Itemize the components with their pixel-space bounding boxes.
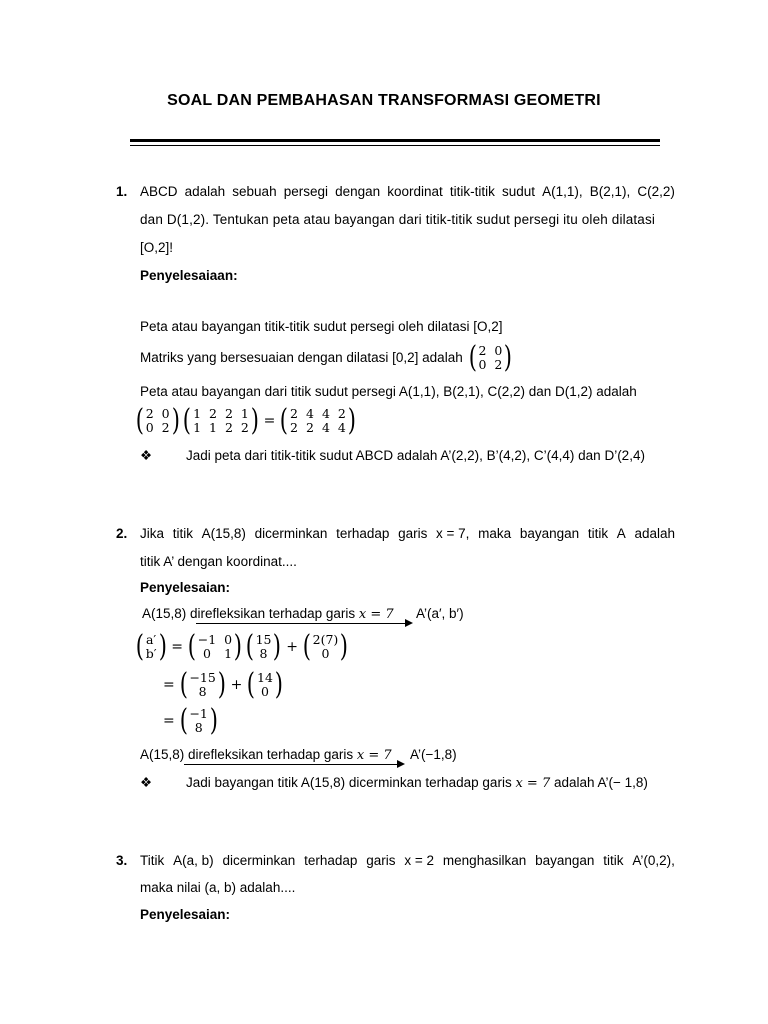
matrix-cell: b′ bbox=[145, 646, 157, 661]
matrix-cell: −15 bbox=[189, 670, 216, 685]
word: A(1,1), bbox=[542, 184, 583, 199]
equals-sign: = bbox=[163, 677, 175, 693]
point-vector: ( 15 8 ) bbox=[245, 629, 282, 664]
q2-equation-2 bbox=[160, 667, 285, 702]
q3-line2: maka nilai (a, b) adalah.... bbox=[140, 880, 296, 895]
word: bayangan bbox=[535, 853, 595, 868]
word: bayangan bbox=[519, 526, 580, 541]
matrix-cell: 4 bbox=[337, 420, 346, 435]
fourteen-vector: ( 14 0 ) bbox=[247, 667, 283, 702]
matrix-cell: 0 bbox=[202, 646, 211, 661]
word: garis bbox=[366, 853, 396, 868]
q2-arrow2-eq: x = 7 bbox=[356, 748, 392, 763]
q2-arrow2-start: A(15,8) bbox=[140, 747, 185, 762]
word: titik bbox=[603, 853, 624, 868]
neg-vector: ( −15 8 ) bbox=[179, 667, 226, 702]
word: dicerminkan bbox=[222, 853, 296, 868]
matrix-cell: 15 bbox=[255, 632, 272, 647]
q2-equation-1 bbox=[134, 629, 350, 664]
q2-arrow-line-1 bbox=[142, 606, 394, 623]
word: A(a, b) bbox=[173, 853, 214, 868]
point-vector-cells bbox=[256, 633, 272, 661]
dilation-matrix-2: ( 2 0 0 2 ) bbox=[135, 403, 180, 438]
q1-step2 bbox=[140, 340, 514, 375]
word: persegi bbox=[283, 184, 328, 199]
q3-number: 3. bbox=[116, 853, 128, 868]
title-rule-thick bbox=[130, 139, 660, 142]
word: koordinat bbox=[387, 184, 443, 199]
plus-sign: + bbox=[286, 639, 298, 655]
shift-vector: ( 2(7) 0 ) bbox=[302, 629, 349, 664]
q2-arrow-line-2 bbox=[140, 747, 392, 764]
image-vector: ( a′ b′ ) bbox=[135, 629, 167, 664]
word: dengan bbox=[335, 184, 381, 199]
q2-line1 bbox=[140, 526, 675, 542]
word: x = 7, bbox=[436, 526, 470, 541]
word: terhadap bbox=[304, 853, 358, 868]
word: menghasilkan bbox=[442, 853, 527, 868]
q2-arrow-result: A’(a′, b′) bbox=[416, 606, 464, 621]
matrix-cell: 0 bbox=[478, 357, 487, 372]
q2-arrow-eq: x = 7 bbox=[358, 607, 394, 622]
matrix-cell: 0 bbox=[260, 684, 269, 699]
final-vector-cells bbox=[189, 707, 207, 735]
word: x = 2 bbox=[404, 853, 435, 868]
result-matrix-cells bbox=[290, 407, 346, 435]
word: A’(0,2), bbox=[632, 853, 675, 868]
q3-line1 bbox=[140, 853, 675, 869]
matrix-cell: 2 bbox=[337, 406, 346, 421]
word: maka bbox=[478, 526, 512, 541]
q1-solution-label: Penyelesaiaan: bbox=[140, 268, 238, 283]
matrix-cell: 1 bbox=[193, 420, 202, 435]
matrix-cell: 2(7) bbox=[312, 632, 339, 647]
matrix-cell: 14 bbox=[257, 670, 273, 685]
word: titik bbox=[172, 526, 193, 541]
matrix-cell: 8 bbox=[194, 720, 203, 735]
q2-arrow-text: direfleksikan terhadap garis bbox=[190, 606, 356, 621]
word: A(15,8) bbox=[201, 526, 246, 541]
matrix-cell: 2 bbox=[224, 420, 233, 435]
neg-vector-cells bbox=[189, 671, 215, 699]
q2-conclusion bbox=[186, 775, 648, 792]
word: Jika bbox=[140, 526, 165, 541]
shift-vector-cells bbox=[313, 633, 339, 661]
reflection-matrix-cells bbox=[198, 633, 232, 661]
matrix-cell: 0 bbox=[321, 646, 330, 661]
q2-arrow-start: A(15,8) bbox=[142, 606, 187, 621]
matrix-cell: 2 bbox=[209, 406, 217, 421]
matrix-cell: 2 bbox=[306, 420, 314, 435]
q2-solution-label: Penyelesaian: bbox=[140, 580, 231, 595]
matrix-cell: 1 bbox=[224, 646, 233, 661]
arrow-head-2 bbox=[397, 760, 405, 768]
q2-arrow2-text: direfleksikan terhadap garis bbox=[188, 747, 354, 762]
q1-bullet: ❖ bbox=[140, 448, 153, 463]
word: B(2,1), bbox=[589, 184, 631, 199]
matrix-cell: 8 bbox=[198, 684, 207, 699]
matrix-cell: 2 bbox=[224, 406, 233, 421]
matrix-cell: 4 bbox=[321, 406, 330, 421]
matrix-cell: −1 bbox=[189, 706, 208, 721]
matrix-cell: 2 bbox=[494, 357, 503, 372]
points-matrix: ( 1 2 2 1 1 1 2 2 ) bbox=[183, 403, 259, 438]
matrix-cell: 2 bbox=[240, 420, 249, 435]
matrix-cell: 2 bbox=[290, 406, 298, 421]
arrow-head-1 bbox=[405, 619, 413, 627]
q1-line3: [O,2]! bbox=[140, 240, 174, 255]
word: ABCD bbox=[140, 184, 178, 199]
title-rule-thin bbox=[130, 145, 660, 146]
matrix-cell: 2 bbox=[145, 406, 154, 421]
matrix-cell: 1 bbox=[240, 406, 249, 421]
q1-conclusion: Jadi peta dari titik-titik sudut ABCD adalah A’(2,2), B’(4,2), C’(4,4) dan D’(2,4) bbox=[186, 448, 645, 463]
q2-conclusion-end: adalah A’(− 1,8) bbox=[553, 775, 648, 790]
matrix-cell: 1 bbox=[193, 406, 202, 421]
word: adalah bbox=[634, 526, 675, 541]
points-matrix-cells bbox=[193, 407, 249, 435]
result-matrix: ( 2 4 4 2 2 2 4 4 ) bbox=[280, 403, 356, 438]
matrix-cell: 4 bbox=[321, 420, 330, 435]
word: dicerminkan bbox=[254, 526, 328, 541]
matrix-cell: 0 bbox=[145, 420, 154, 435]
word: terhadap bbox=[336, 526, 390, 541]
q2-conclusion-eq: x = 7 bbox=[515, 776, 551, 791]
dilation-matrix: ( 2 0 0 2 ) bbox=[468, 340, 513, 375]
dilation-matrix-2-cells bbox=[146, 407, 170, 435]
matrix-cell: a′ bbox=[145, 632, 157, 647]
arrow-shaft-1 bbox=[196, 623, 406, 624]
fourteen-vector-cells bbox=[257, 671, 273, 699]
word: titik bbox=[587, 526, 609, 541]
q1-step3: Peta atau bayangan dari titik sudut persegi A(1,1), B(2,1), C(2,2) dan D(1,2) adalah bbox=[140, 384, 637, 399]
word: garis bbox=[398, 526, 428, 541]
q1-number: 1. bbox=[116, 184, 128, 199]
plus-sign: + bbox=[230, 677, 243, 693]
arrow-shaft-2 bbox=[184, 764, 398, 765]
image-vector-cells bbox=[146, 633, 157, 661]
matrix-cell: 8 bbox=[259, 646, 268, 661]
q2-conclusion-text: Jadi bayangan titik A(15,8) dicerminkan terhadap garis bbox=[186, 775, 512, 790]
q1-line1 bbox=[140, 184, 675, 200]
matrix-cell: 2 bbox=[290, 420, 298, 435]
matrix-cell: −1 bbox=[197, 632, 217, 647]
q2-equation-3 bbox=[160, 703, 220, 738]
matrix-cell: 1 bbox=[209, 420, 217, 435]
matrix-cell: 2 bbox=[478, 343, 487, 358]
word: C(2,2) bbox=[637, 184, 675, 199]
equals-sign: = bbox=[171, 639, 184, 655]
word: sudut bbox=[502, 184, 536, 199]
word: titik-titik bbox=[449, 184, 495, 199]
q2-bullet: ❖ bbox=[140, 775, 153, 790]
page-title: SOAL DAN PEMBAHASAN TRANSFORMASI GEOMETRI bbox=[167, 92, 601, 109]
q2-arrow2-result: A’(−1,8) bbox=[410, 747, 457, 762]
matrix-cell: 0 bbox=[494, 343, 503, 358]
q3-solution-label: Penyelesaian: bbox=[140, 907, 231, 922]
matrix-cell: 0 bbox=[161, 406, 170, 421]
final-vector: ( −1 8 ) bbox=[179, 703, 218, 738]
dilation-matrix-cells bbox=[478, 344, 502, 372]
word: sebuah bbox=[232, 184, 277, 199]
matrix-cell: 2 bbox=[161, 420, 170, 435]
q1-matrix-equation bbox=[134, 403, 358, 438]
word: Titik bbox=[140, 853, 165, 868]
q2-number: 2. bbox=[116, 526, 128, 541]
equals-sign: = bbox=[163, 713, 175, 729]
q1-step1: Peta atau bayangan titik-titik sudut persegi oleh dilatasi [O,2] bbox=[140, 319, 503, 334]
matrix-cell: 4 bbox=[306, 406, 314, 421]
matrix-cell: 0 bbox=[224, 632, 233, 647]
equals-sign: = bbox=[263, 413, 276, 429]
q1-line2: dan D(1,2). Tentukan peta atau bayangan dari titik-titik sudut persegi itu oleh dilatasi bbox=[140, 212, 656, 227]
reflection-matrix: ( −1 0 0 1 ) bbox=[187, 629, 243, 664]
q2-line2: titik A’ dengan koordinat.... bbox=[140, 554, 297, 569]
word: adalah bbox=[184, 184, 226, 199]
q1-step2-text: Matriks yang bersesuaian dengan dilatasi [0,2] adalah bbox=[140, 350, 463, 365]
word: A bbox=[616, 526, 626, 541]
